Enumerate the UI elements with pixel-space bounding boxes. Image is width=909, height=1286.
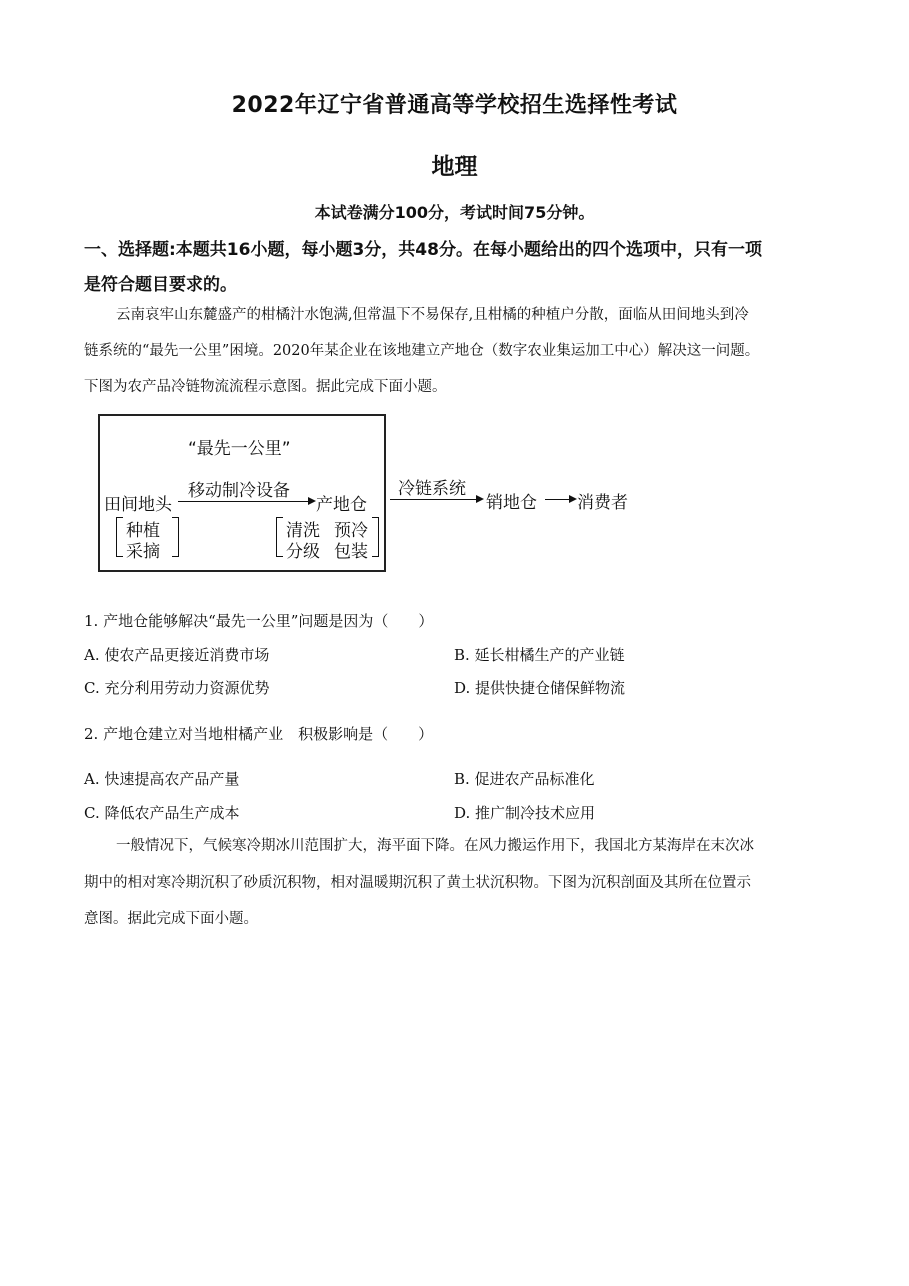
- field-label: 田间地头: [104, 495, 172, 515]
- q1-option-a[interactable]: A. 使农产品更接近消费市场: [84, 646, 270, 664]
- flow-diagram-box: [98, 414, 386, 572]
- wash-label: 清洗: [286, 521, 320, 541]
- q2-option-b[interactable]: B. 促进农产品标准化: [454, 770, 595, 788]
- precool-label: 预冷: [334, 521, 368, 541]
- bracket-right-1: [172, 517, 179, 557]
- section-heading-line2: 是符合题目要求的。: [84, 275, 237, 295]
- arrow-to-consumer: [545, 499, 575, 500]
- exam-info: 本试卷满分100分，考试时间75分钟。: [314, 203, 595, 222]
- passage1-line3: 下图为农产品冷链物流流程示意图。据此完成下面小题。: [84, 379, 447, 395]
- q2-stem: 2. 产地仓建立对当地柑橘产业 积极影响是（ ）: [84, 725, 434, 743]
- passage2-line2: 期中的相对寒冷期沉积了砂质沉积物，相对温暖期沉积了黄土状沉积物。下图为沉积剖面及其所在位置示: [84, 875, 751, 891]
- q1-option-d[interactable]: D. 提供快捷仓储保鲜物流: [454, 679, 626, 697]
- passage2-line3: 意图。据此完成下面小题。: [84, 911, 258, 927]
- q1-option-c[interactable]: C. 充分利用劳动力资源优势: [84, 679, 270, 697]
- q2-option-d[interactable]: D. 推广制冷技术应用: [454, 804, 596, 822]
- cold-chain-label: 冷链系统: [398, 479, 466, 499]
- origin-warehouse-label: 产地仓: [316, 495, 367, 515]
- bracket-left-1: [116, 517, 123, 557]
- section-heading-line1: 一、选择题:本题共16小题，每小题3分，共48分。在每小题给出的四个选项中，只有一项: [84, 240, 762, 260]
- consumer-label: 消费者: [577, 493, 628, 513]
- passage2-line1: 一般情况下，气候寒冷期冰川范围扩大，海平面下降。在风力搬运作用下，我国北方某海岸在末次冰: [116, 838, 754, 854]
- q1-option-b[interactable]: B. 延长柑橘生产的产业链: [454, 646, 625, 664]
- mobile-cooling-label: 移动制冷设备: [188, 481, 290, 501]
- sales-warehouse-label: 销地仓: [486, 493, 537, 513]
- q1-stem: 1. 产地仓能够解决“最先一公里”问题是因为（ ）: [84, 612, 434, 630]
- q2-option-c[interactable]: C. 降低农产品生产成本: [84, 804, 240, 822]
- first-mile-label: “最先一公里”: [188, 439, 291, 459]
- arrow-field-to-warehouse: [178, 501, 314, 502]
- passage1-line1: 云南哀牢山东麓盛产的柑橘汁水饱满,但常温下不易保存,且柑橘的种植户分散，面临从田间地头到冷: [116, 307, 749, 323]
- plant-label: 种植: [126, 521, 160, 541]
- arrow-to-sales-warehouse: [390, 499, 482, 500]
- passage1-line2: 链系统的“最先一公里”困境。2020年某企业在该地建立产地仓（数字农业集运加工中心）解决这一问题。: [84, 343, 760, 359]
- grade-label: 分级: [286, 542, 320, 562]
- q2-option-a[interactable]: A. 快速提高农产品产量: [84, 770, 240, 788]
- bracket-left-2: [276, 517, 283, 557]
- exam-title: 2022年辽宁省普通高等学校招生选择性考试: [231, 93, 678, 118]
- bracket-right-2: [372, 517, 379, 557]
- subject-title: 地理: [431, 154, 478, 180]
- pack-label: 包装: [334, 542, 368, 562]
- pick-label: 采摘: [126, 542, 160, 562]
